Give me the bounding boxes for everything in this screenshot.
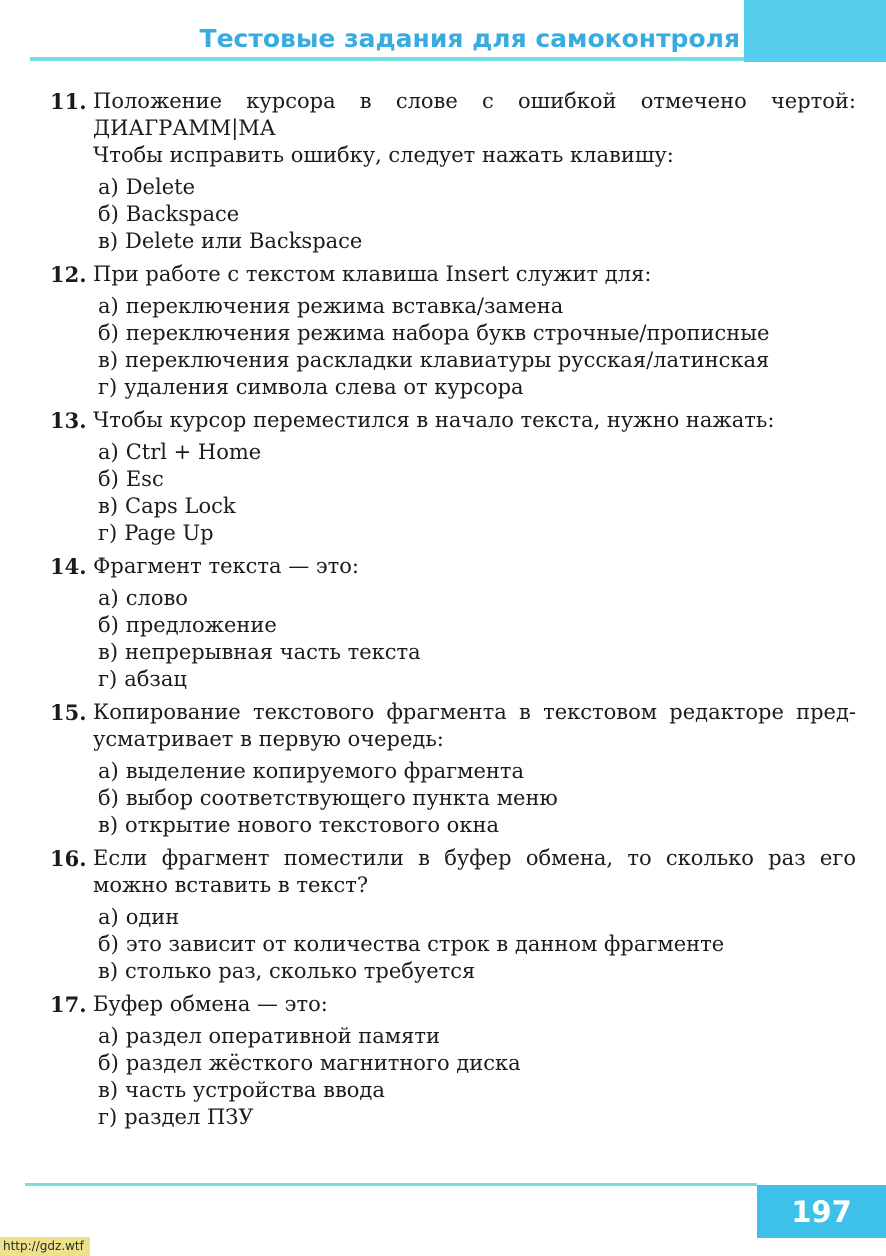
answer-option (98, 439, 856, 466)
option-text: раздел оперативной памяти (125, 1024, 441, 1048)
option-letter: в) (98, 494, 119, 518)
option-letter: г) (98, 521, 118, 545)
option-text: удаления символа слева от курсора (124, 375, 524, 399)
answer-option (98, 666, 856, 693)
option-letter: а) (98, 586, 119, 610)
answer-option (98, 320, 856, 347)
question-number: 13. (50, 408, 87, 433)
answer-option (98, 812, 856, 839)
option-letter: б) (98, 321, 119, 345)
answer-option (98, 520, 856, 547)
question-body (93, 88, 856, 255)
answer-options (93, 293, 856, 401)
answer-option (98, 1077, 856, 1104)
question-statement (93, 991, 856, 1018)
option-text: часть устройства ввода (125, 1078, 385, 1102)
answer-option (98, 904, 856, 931)
answer-option (98, 585, 856, 612)
option-letter: а) (98, 294, 119, 318)
option-text: открытие нового текстового окна (125, 813, 499, 837)
question-item (50, 553, 856, 693)
option-letter: в) (98, 959, 119, 983)
option-letter: а) (98, 905, 119, 929)
option-text: Page Up (124, 521, 214, 545)
option-letter: б) (98, 1051, 119, 1075)
option-letter: г) (98, 375, 118, 399)
question-text-line: Положение курсора в слове с ошибкой отмечено чертой: (93, 89, 856, 113)
option-text: выбор соответствующего пункта меню (125, 786, 558, 810)
option-text: Delete или Backspace (125, 229, 363, 253)
question-body (93, 261, 856, 401)
answer-option (98, 931, 856, 958)
question-number: 16. (50, 846, 87, 871)
answer-options (93, 758, 856, 839)
option-text: слово (125, 586, 188, 610)
option-text: раздел жёсткого магнитного диска (125, 1051, 521, 1075)
option-letter: б) (98, 202, 119, 226)
answer-option (98, 493, 856, 520)
question-text-line: можно вставить в текст? (93, 873, 369, 897)
question-text-line: При работе с текстом клавиша Insert служит для: (93, 262, 652, 286)
option-letter: в) (98, 640, 119, 664)
option-text: Caps Lock (125, 494, 236, 518)
header-corner-accent (744, 0, 886, 62)
answer-option (98, 1023, 856, 1050)
option-text: раздел ПЗУ (124, 1105, 254, 1129)
option-letter: в) (98, 348, 119, 372)
question-body (93, 407, 856, 547)
answer-option (98, 958, 856, 985)
option-text: Backspace (125, 202, 240, 226)
option-letter: в) (98, 229, 119, 253)
answer-options (93, 904, 856, 985)
answer-option (98, 612, 856, 639)
option-letter: г) (98, 667, 118, 691)
option-text: абзац (124, 667, 187, 691)
question-text-line: Копирование текстового фрагмента в текстовом редакторе пред- (93, 700, 856, 724)
question-statement (93, 88, 856, 169)
option-letter: а) (98, 759, 119, 783)
question-item (50, 991, 856, 1131)
option-text: столько раз, сколько требуется (125, 959, 476, 983)
question-text-line: ДИАГРАММ|МА (93, 116, 276, 140)
answer-option (98, 201, 856, 228)
question-text-line: Фрагмент текста — это: (93, 554, 359, 578)
question-body (93, 553, 856, 693)
question-statement (93, 407, 856, 434)
question-number: 11. (50, 89, 87, 114)
question-text-line: Чтобы курсор переместился в начало текста, нужно нажать: (93, 408, 775, 432)
option-text: выделение копируемого фрагмента (125, 759, 525, 783)
option-text: Esc (125, 467, 164, 491)
option-letter: б) (98, 786, 119, 810)
answer-option (98, 466, 856, 493)
watermark: http://gdz.wtf (0, 1237, 90, 1256)
option-text: Delete (125, 175, 195, 199)
answer-options (93, 439, 856, 547)
question-item (50, 88, 856, 255)
question-number: 17. (50, 992, 87, 1017)
option-letter: а) (98, 175, 119, 199)
question-item (50, 845, 856, 985)
header-divider (30, 57, 744, 61)
question-number: 14. (50, 554, 87, 579)
question-item (50, 261, 856, 401)
option-letter: б) (98, 467, 119, 491)
question-statement (93, 261, 856, 288)
option-text: предложение (125, 613, 277, 637)
option-letter: а) (98, 1024, 119, 1048)
questions-list (50, 88, 856, 1137)
answer-option (98, 639, 856, 666)
question-body (93, 699, 856, 839)
footer-divider (25, 1183, 757, 1186)
question-body (93, 845, 856, 985)
answer-option (98, 758, 856, 785)
question-number: 12. (50, 262, 87, 287)
option-text: один (125, 905, 180, 929)
option-letter: г) (98, 1105, 118, 1129)
answer-option (98, 293, 856, 320)
answer-option (98, 374, 856, 401)
question-number: 15. (50, 700, 87, 725)
page-number-badge (757, 1185, 886, 1238)
question-item (50, 407, 856, 547)
question-statement (93, 553, 856, 580)
option-letter: в) (98, 813, 119, 837)
page-title: Тестовые задания для самоконтроля (199, 24, 740, 53)
option-text: переключения режима набора букв строчные/прописные (125, 321, 770, 345)
option-text: это зависит от количества строк в данном фрагменте (125, 932, 725, 956)
question-text-line: Буфер обмена — это: (93, 992, 328, 1016)
option-letter: б) (98, 932, 119, 956)
question-body (93, 991, 856, 1131)
option-letter: а) (98, 440, 119, 464)
question-text-line: усматривает в первую очередь: (93, 727, 444, 751)
answer-option (98, 174, 856, 201)
answer-options (93, 585, 856, 693)
option-letter: б) (98, 613, 119, 637)
question-text-line: Чтобы исправить ошибку, следует нажать клавишу: (93, 143, 674, 167)
page-number: 197 (791, 1194, 852, 1229)
answer-option (98, 785, 856, 812)
question-text-line: Если фрагмент поместили в буфер обмена, то сколько раз его (93, 846, 856, 870)
option-text: непрерывная часть текста (125, 640, 421, 664)
option-letter: в) (98, 1078, 119, 1102)
answer-option (98, 1050, 856, 1077)
answer-option (98, 1104, 856, 1131)
answer-option (98, 347, 856, 374)
option-text: переключения раскладки клавиатуры русская/латинская (125, 348, 770, 372)
question-statement (93, 845, 856, 899)
option-text: переключения режима вставка/замена (125, 294, 564, 318)
answer-option (98, 228, 856, 255)
answer-options (93, 174, 856, 255)
option-text: Ctrl + Home (125, 440, 262, 464)
answer-options (93, 1023, 856, 1131)
question-statement (93, 699, 856, 753)
question-item (50, 699, 856, 839)
